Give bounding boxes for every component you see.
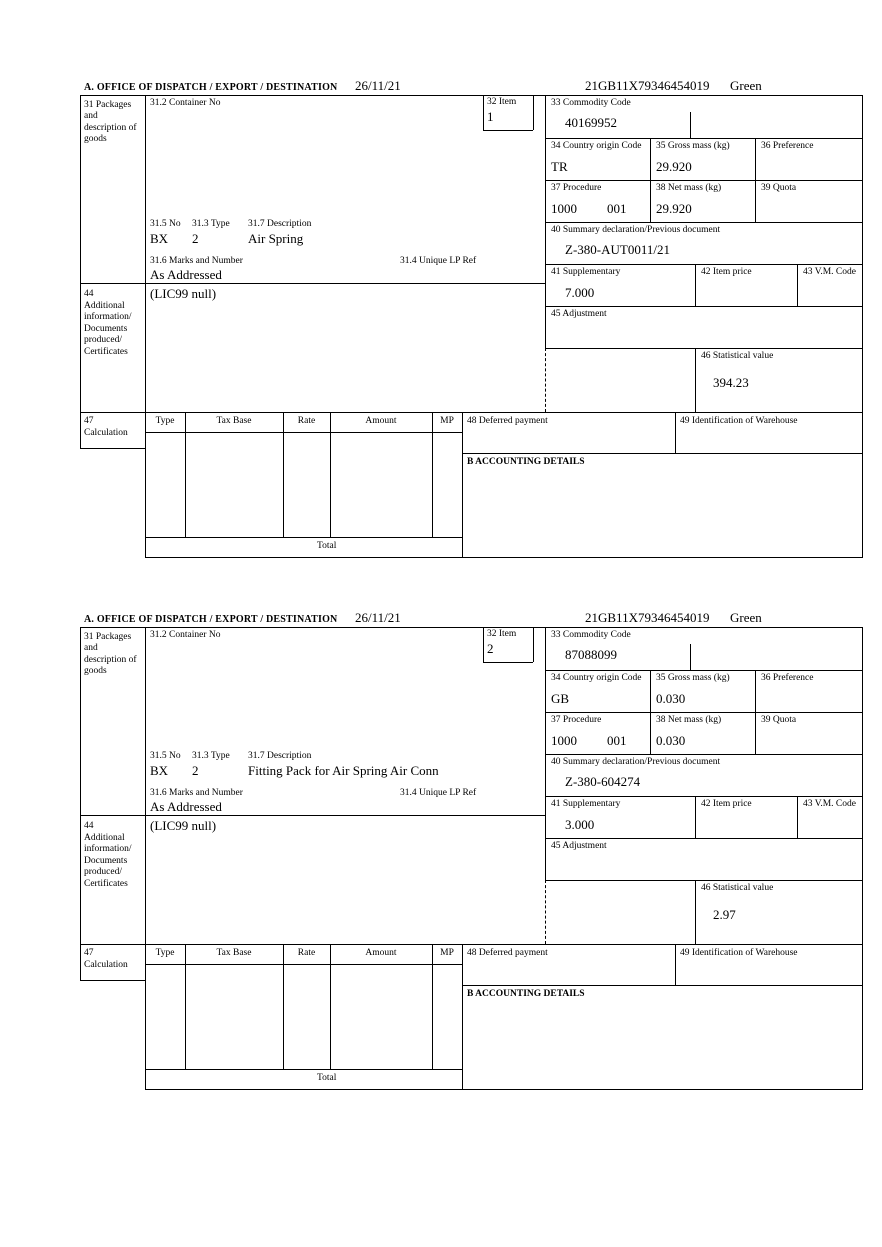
divider [797,264,798,306]
divider [545,180,863,181]
divider [650,670,651,754]
box42-item-price-label: 42 Item price [701,799,752,809]
divider [650,138,651,222]
box35-gross-mass-label: 35 Gross mass (kg) [656,673,730,683]
divider [483,662,533,663]
divider [80,448,145,449]
box31-3-type-label: 31.3 Type [192,751,230,761]
box34-origin-label: 34 Country origin Code [551,673,642,683]
divider [283,944,284,1069]
declaration-reference: 21GB11X79346454019 [585,78,710,93]
divider [695,264,696,306]
box31-5-no-label: 31.5 No [150,219,181,229]
divider [145,1089,863,1090]
divider [533,627,534,662]
box33-commodity-label: 33 Commodity Code [551,98,631,108]
goods-description-value: Air Spring [248,231,304,246]
tax-col-taxbase-header: Tax Base [216,948,252,958]
statistical-value: 2.97 [713,907,736,922]
divider [283,412,284,537]
box39-quota-label: 39 Quota [761,183,797,193]
divider [432,944,433,1069]
divider [80,944,863,945]
divider [80,980,145,981]
divider [145,432,462,433]
box31-2-container-label: 31.2 Container No [150,630,221,640]
divider [695,796,696,838]
tax-col-rate-header: Rate [297,416,316,426]
tax-col-amount-header: Amount [365,416,397,426]
package-type-value: 2 [192,231,199,246]
net-mass-value: 0.030 [656,733,686,748]
item-sheet-2 [80,612,863,1094]
package-no-value: BX [150,763,169,778]
tax-col-amount-header: Amount [365,948,397,958]
divider [545,306,863,307]
procedure-value: 1000 [551,733,577,748]
tax-col-rate-header: Rate [297,948,316,958]
item-number-value: 1 [487,109,494,124]
office-of-dispatch-label: A. OFFICE OF DISPATCH / EXPORT / DESTINATION [84,614,338,625]
item-sheet-1 [80,80,863,562]
gross-mass-value: 0.030 [656,691,686,706]
box36-preference-label: 36 Preference [761,141,814,151]
dashed-divider [545,348,546,412]
box36-preference-label: 36 Preference [761,673,814,683]
divider [80,627,863,628]
supplementary-units-value: 7.000 [565,285,595,300]
divider [145,1069,462,1070]
box48-deferred-payment-label: 48 Deferred payment [467,416,548,426]
box31-5-no-label: 31.5 No [150,751,181,761]
item-number-value: 2 [487,641,494,656]
additional-info-value: (LIC99 null) [150,286,217,301]
box47-number: 47 [84,948,94,958]
previous-document-value: Z-380-AUT0011/21 [565,242,670,257]
divider [462,944,463,1089]
marks-value: As Addressed [150,267,222,282]
box40-previous-doc-label: 40 Summary declaration/Previous document [551,225,721,235]
box33-commodity-label: 33 Commodity Code [551,630,631,640]
divider [145,95,146,557]
declaration-reference: 21GB11X79346454019 [585,610,710,625]
accounting-details-label: B ACCOUNTING DETAILS [467,989,585,999]
tax-total-label: Total [317,1073,337,1083]
box43-vm-code-label: 43 V.M. Code [803,267,856,277]
divider [185,944,186,1069]
divider [545,754,863,755]
divider [695,880,696,944]
divider [545,796,863,797]
dispatch-date: 26/11/21 [355,78,401,93]
dispatch-date: 26/11/21 [355,610,401,625]
divider [185,412,186,537]
commodity-code-value: 40169952 [565,115,617,130]
divider [545,712,863,713]
box47-calculation-label: Calculation [84,960,128,970]
divider [483,130,533,131]
package-type-value: 2 [192,763,199,778]
box46-statistical-value-label: 46 Statistical value [701,351,774,361]
box46-statistical-value-label: 46 Statistical value [701,883,774,893]
box45-adjustment-label: 45 Adjustment [551,309,607,319]
dashed-divider [545,880,546,944]
box44-additional-info-label: Additional information/ Documents produced/ Certificates [84,833,132,889]
divider [80,627,81,980]
statistical-value: 394.23 [713,375,749,390]
box47-number: 47 [84,416,94,426]
divider [330,412,331,537]
box31-4-ucr-label: 31.4 Unique LP Ref [400,256,477,266]
box37-procedure-label: 37 Procedure [551,715,602,725]
divider [462,453,863,454]
divider [80,95,81,448]
divider [80,815,545,816]
package-no-value: BX [150,231,169,246]
tax-col-taxbase-header: Tax Base [216,416,252,426]
box45-adjustment-label: 45 Adjustment [551,841,607,851]
commodity-code-subdivision-tick [690,644,691,670]
office-of-dispatch-label: A. OFFICE OF DISPATCH / EXPORT / DESTINATION [84,82,338,93]
box40-previous-doc-label: 40 Summary declaration/Previous document [551,757,721,767]
marks-value: As Addressed [150,799,222,814]
accounting-details-label: B ACCOUNTING DETAILS [467,457,585,467]
supplementary-units-value: 3.000 [565,817,595,832]
divider [797,796,798,838]
gross-mass-value: 29.920 [656,159,692,174]
divider [862,95,863,557]
box38-net-mass-label: 38 Net mass (kg) [656,183,722,193]
previous-document-value: Z-380-604274 [565,774,641,789]
divider [145,537,462,538]
divider [483,95,484,130]
divider [145,627,146,1089]
divider [545,348,863,349]
tax-col-type-header: Type [155,948,175,958]
divider [545,95,546,348]
divider [545,627,546,880]
divider [145,964,462,965]
procedure-ext-value: 001 [607,201,627,216]
route-status: Green [730,78,762,93]
country-origin-value: GB [551,691,570,706]
tax-total-label: Total [317,541,337,551]
tax-col-mp-header: MP [440,416,454,426]
box31-packages-label: 31 Packages and description of goods [84,632,137,677]
box44-number: 44 [84,289,94,299]
divider [675,412,676,453]
procedure-value: 1000 [551,201,577,216]
divider [545,838,863,839]
box48-deferred-payment-label: 48 Deferred payment [467,948,548,958]
box44-additional-info-label: Additional information/ Documents produced/ Certificates [84,301,132,357]
box31-3-type-label: 31.3 Type [192,219,230,229]
divider [545,880,863,881]
box31-7-description-label: 31.7 Description [248,751,312,761]
additional-info-value: (LIC99 null) [150,818,217,833]
box49-warehouse-label: 49 Identification of Warehouse [680,948,798,958]
box42-item-price-label: 42 Item price [701,267,752,277]
box41-supplementary-label: 41 Supplementary [551,799,621,809]
tax-col-mp-header: MP [440,948,454,958]
divider [755,670,756,754]
divider [675,944,676,985]
divider [695,348,696,412]
box32-item-label: 32 Item [487,629,517,639]
box34-origin-label: 34 Country origin Code [551,141,642,151]
divider [545,138,863,139]
net-mass-value: 29.920 [656,201,692,216]
tax-col-type-header: Type [155,416,175,426]
route-status: Green [730,610,762,625]
divider [862,627,863,1089]
divider [462,985,863,986]
country-origin-value: TR [551,159,568,174]
box32-item-label: 32 Item [487,97,517,107]
box31-packages-label: 31 Packages and description of goods [84,100,137,145]
box31-7-description-label: 31.7 Description [248,219,312,229]
box31-2-container-label: 31.2 Container No [150,98,221,108]
divider [80,283,545,284]
divider [533,95,534,130]
box37-procedure-label: 37 Procedure [551,183,602,193]
box41-supplementary-label: 41 Supplementary [551,267,621,277]
box47-calculation-label: Calculation [84,428,128,438]
divider [80,95,863,96]
box43-vm-code-label: 43 V.M. Code [803,799,856,809]
box35-gross-mass-label: 35 Gross mass (kg) [656,141,730,151]
box49-warehouse-label: 49 Identification of Warehouse [680,416,798,426]
divider [330,944,331,1069]
procedure-ext-value: 001 [607,733,627,748]
divider [545,670,863,671]
divider [483,627,484,662]
box31-6-marks-label: 31.6 Marks and Number [150,788,243,798]
goods-description-value: Fitting Pack for Air Spring Air Conn [248,763,439,778]
commodity-code-subdivision-tick [690,112,691,138]
box38-net-mass-label: 38 Net mass (kg) [656,715,722,725]
commodity-code-value: 87088099 [565,647,617,662]
divider [545,222,863,223]
box31-6-marks-label: 31.6 Marks and Number [150,256,243,266]
divider [80,412,863,413]
divider [145,557,863,558]
box31-4-ucr-label: 31.4 Unique LP Ref [400,788,477,798]
divider [545,264,863,265]
divider [462,412,463,557]
box44-number: 44 [84,821,94,831]
divider [755,138,756,222]
box39-quota-label: 39 Quota [761,715,797,725]
divider [432,412,433,537]
